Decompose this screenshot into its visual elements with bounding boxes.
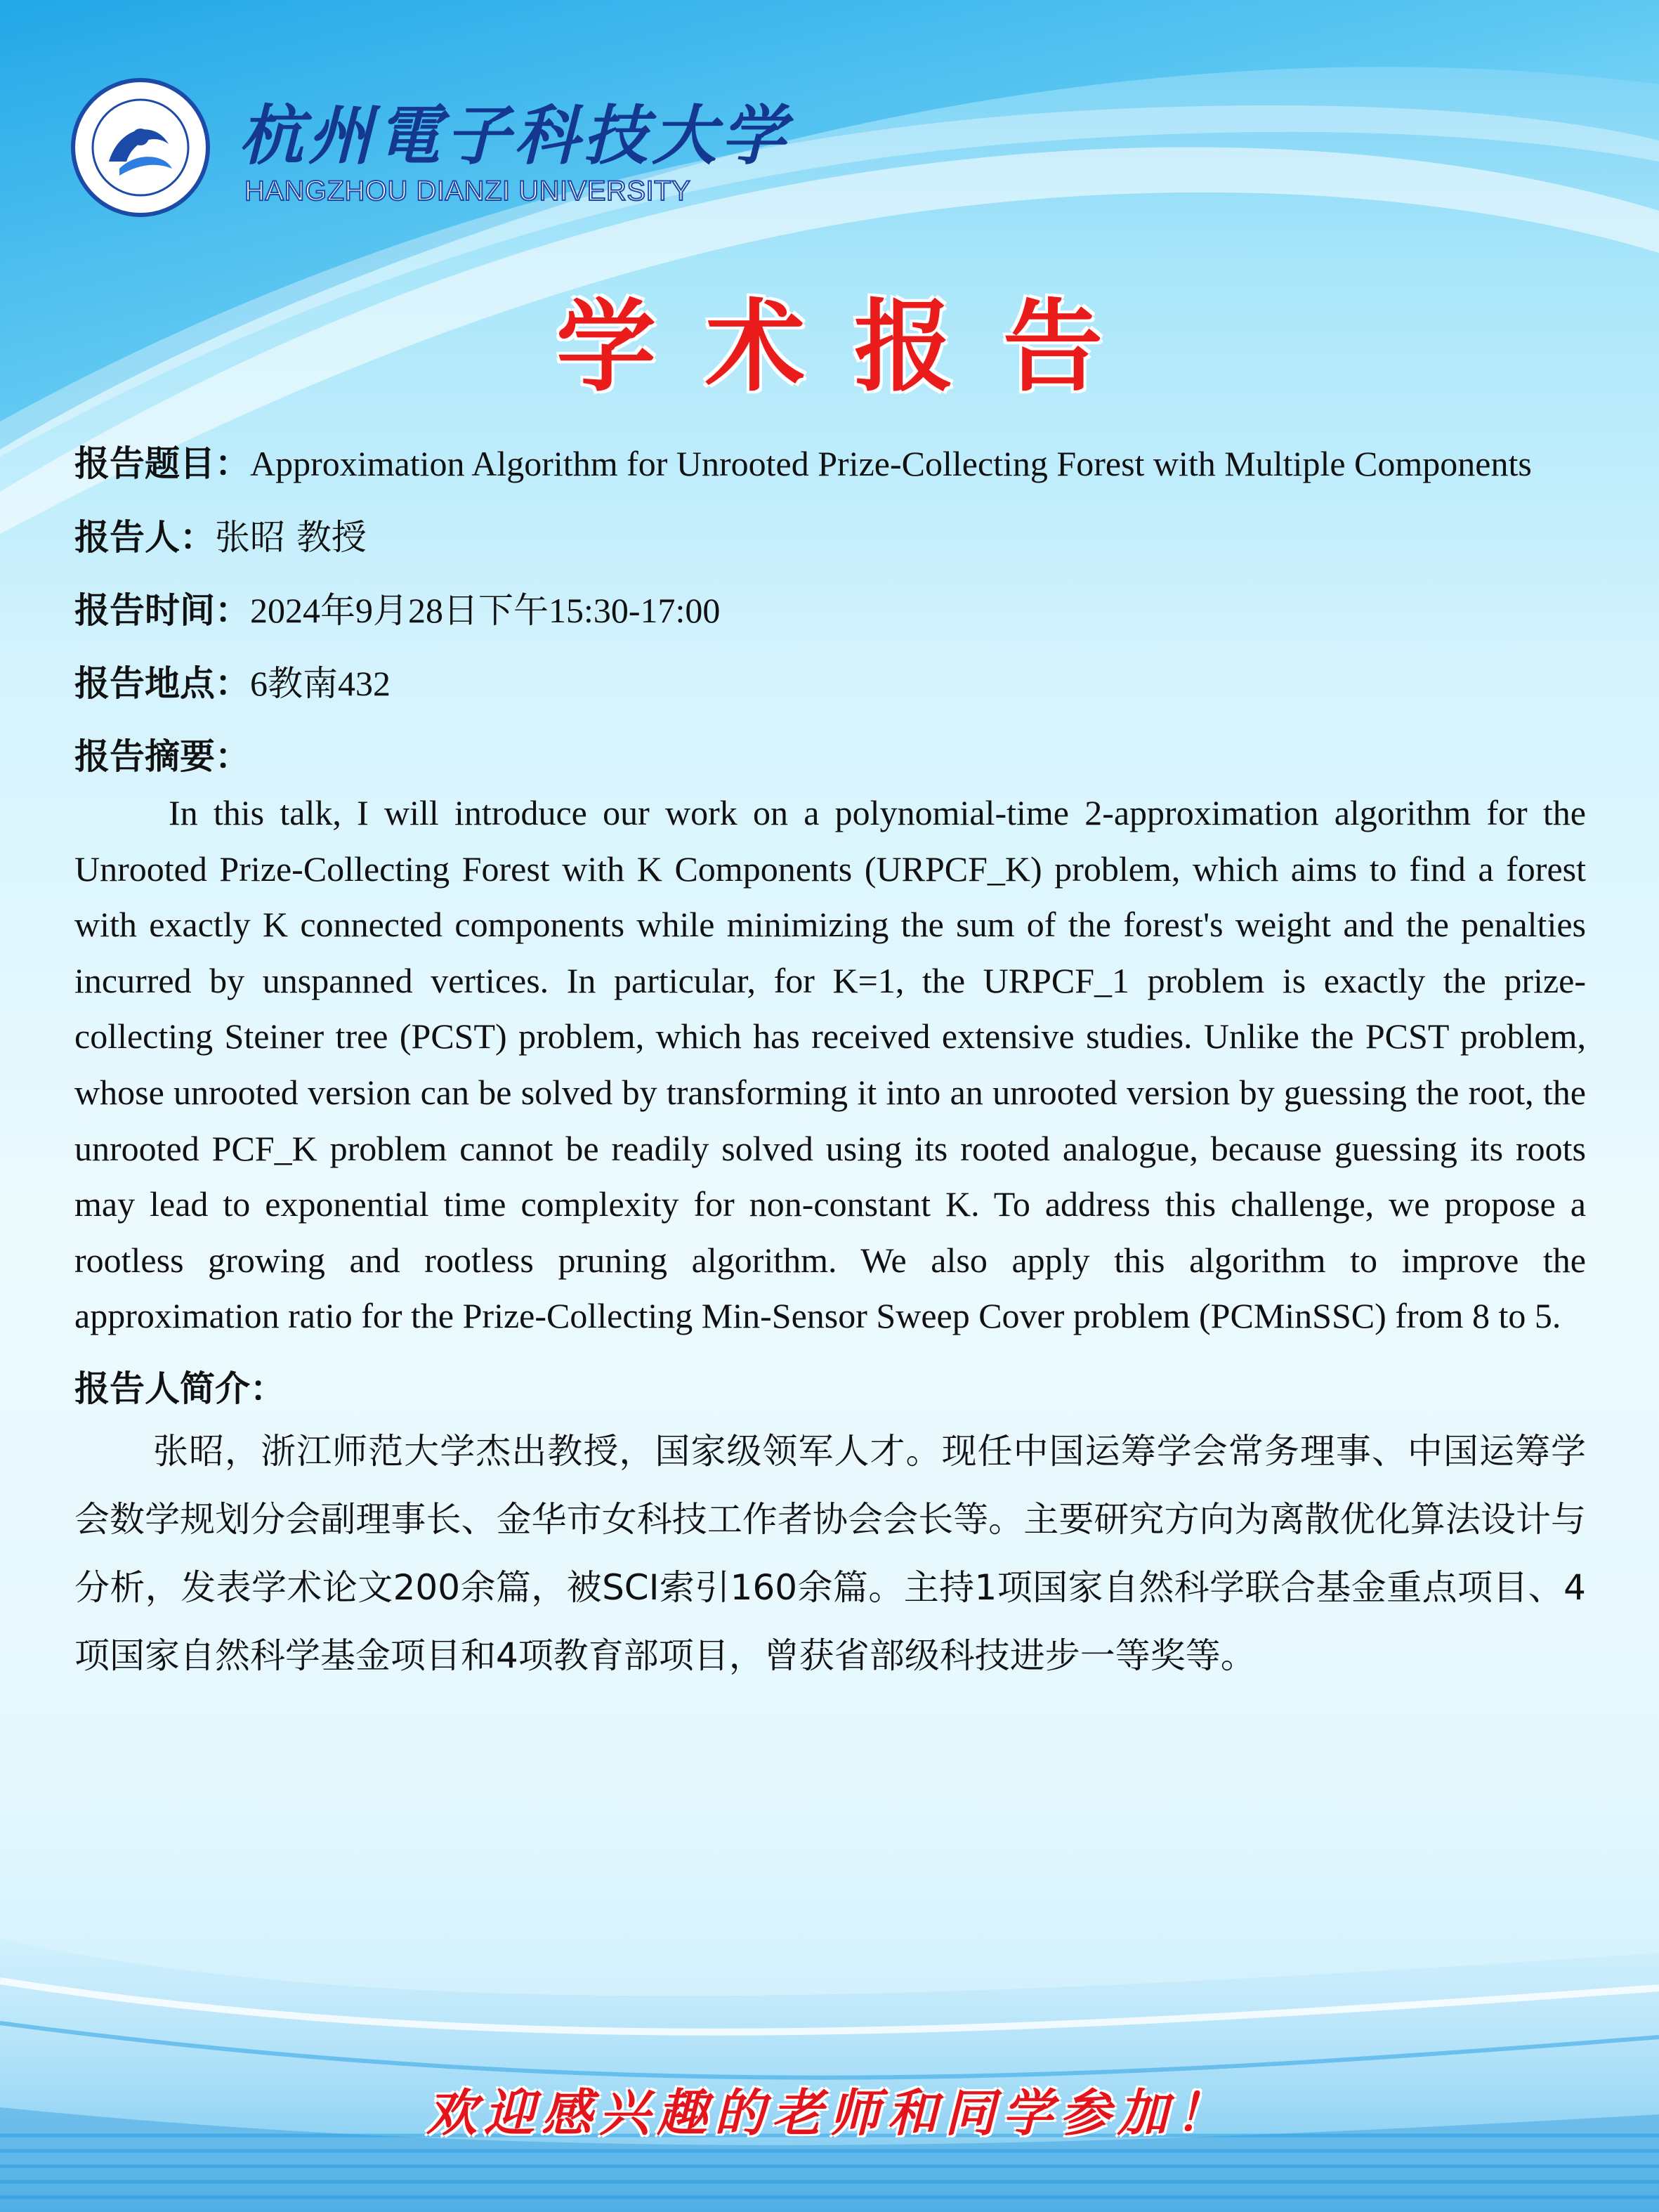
place-label: 报告地点： (74, 663, 250, 704)
topic-value: Approximation Algorithm for Unrooted Prize-Collecting Forest with Multiple Components (250, 444, 1532, 483)
bio-label: 报告人简介： (74, 1368, 285, 1409)
abstract-text: In this talk, I will introduce our work on a polynomial-time 2-approximation algorithm for the Unrooted Prize-Collecting Forest with K Components (URPCF_K) problem, which aims to find a forest with exactly K connected components while minimizing the sum of the forest's weight and the penalties incurred by unspanned vertices. In particular, for K=1, the URPCF_1 problem is exactly the prize-collecting Steiner tree (PCST) problem, which has received extensive studies. Unlike the PCST problem, whose unrooted version can be solved by transforming it into an unrooted version by guessing the root, the unrooted PCF_K problem cannot be readily solved using its rooted analogue, because guessing its roots may lead to exponential time complexity for non-constant K. To address this challenge, we propose a rootless growing and rootless pruning algorithm. We also apply this algorithm to improve the approximation ratio for the Prize-Collecting Min-Sensor Sweep Cover problem (PCMinSSC) from 8 to 5. (74, 793, 1586, 1336)
page-title: 学术报告 (556, 289, 1152, 405)
university-seal-icon (70, 77, 211, 218)
topic-label: 报告题目： (74, 443, 250, 484)
report-content (74, 434, 1586, 1690)
time-label: 报告时间： (74, 590, 250, 631)
time-row (74, 582, 1586, 639)
university-header (70, 77, 790, 218)
topic-row (74, 434, 1586, 493)
abstract-label: 报告摘要： (74, 736, 250, 777)
university-name-en: HANGZHOU DIANZI UNIVERSITY (244, 176, 691, 207)
university-name-cn: 杭州電子科技大学 (239, 98, 790, 174)
speaker-label: 报告人： (74, 517, 215, 558)
time-value: 2024年9月28日下午15:30-17:00 (250, 591, 721, 630)
bio-text: 张昭，浙江师范大学杰出教授，国家级领军人才。现任中国运筹学会常务理事、中国运筹学会数学规划分会副理事长、金华市女科技工作者协会会长等。主要研究方向为离散优化算法设计与分析，发表学术论文200余篇，被SCI索引160余篇。主持1项国家自然科学联合基金重点项目、4项国家自然科学基金项目和4项教育部项目，曾获省部级科技进步一等奖等。 (74, 1430, 1586, 1676)
bio-heading (74, 1360, 1586, 1418)
speaker-value: 张昭 教授 (215, 517, 367, 558)
welcome-banner: 欢迎感兴趣的老师和同学参加！ (426, 2083, 1233, 2142)
place-row (74, 655, 1586, 712)
place-value: 6教南432 (250, 664, 391, 703)
speaker-row (74, 509, 1586, 566)
abstract-heading (74, 728, 1586, 785)
